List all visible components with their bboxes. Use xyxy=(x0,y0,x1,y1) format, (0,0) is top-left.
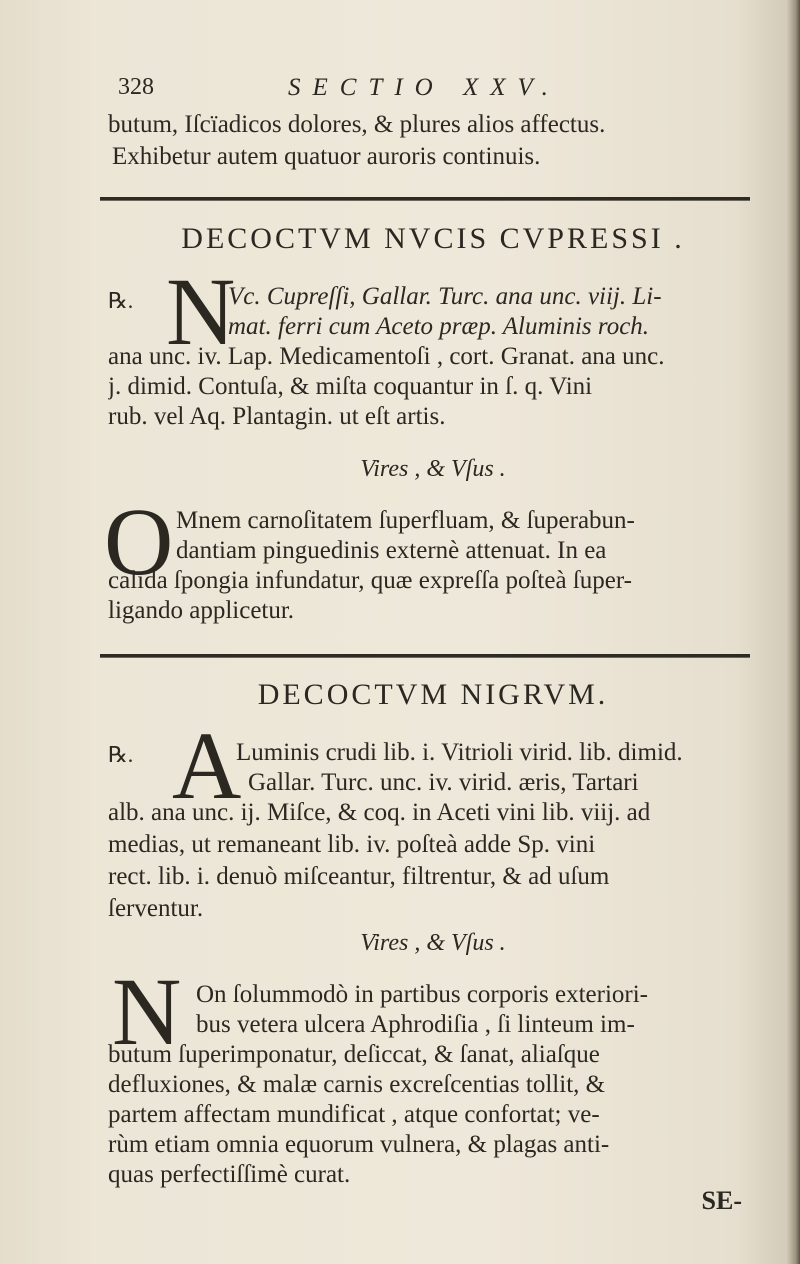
text-line: Mnem carnoſitatem ſuperfluam, & ſuperabun- xyxy=(176,507,635,534)
section-title: DECOCTVM NVCIS CVPRESSI . xyxy=(181,222,685,255)
text-line: rùm etiam omnia equorum vulnera, & plagas anti- xyxy=(108,1131,610,1158)
text-line: Exhibetur autem quatuor auroris continuis. xyxy=(112,143,541,170)
page-header xyxy=(118,74,758,108)
recipe-line: mat. ferri cum Aceto præp. Aluminis roch. xyxy=(228,313,650,340)
section-subhead: Vires , & Vſus . xyxy=(360,930,506,956)
page-gutter-shadow xyxy=(786,0,800,1264)
catchword: SE- xyxy=(701,1186,742,1215)
recipe-line: Luminis crudi lib. i. Vitrioli virid. lib. dimid. xyxy=(236,739,683,766)
recipe-line: alb. ana unc. ij. Miſce, & coq. in Aceti vini lib. viij. ad xyxy=(108,799,651,826)
drop-cap: A xyxy=(172,712,242,819)
section-subhead: Vires , & Vſus . xyxy=(360,456,506,482)
recipe-line: ana unc. iv. Lap. Medicamentoſi , cort. Granat. ana unc. xyxy=(108,343,665,370)
section-title: DECOCTVM NIGRVM. xyxy=(257,678,609,711)
recipe-line: Vc. Cupreſſi, Gallar. Turc. ana unc. viij. Li- xyxy=(228,283,662,310)
text-line: On ſolummodò in partibus corporis exteriori- xyxy=(196,981,649,1008)
text-line: ligando applicetur. xyxy=(108,597,295,624)
text-line: butum ſuperimponatur, deſiccat, & ſanat, aliaſque xyxy=(108,1041,600,1068)
text-line: calida ſpongia infundatur, quæ expreſſa poſteà ſuper- xyxy=(108,567,633,594)
text-line: butum, Iſcïadicos dolores, & plures alios affectus. xyxy=(108,111,606,138)
recipe-symbol: ℞. xyxy=(108,288,134,313)
text-line: quas perfectiſſimè curat. xyxy=(108,1161,351,1188)
text-line: defluxiones, & malæ carnis excreſcentias tollit, & xyxy=(108,1071,606,1098)
recipe-line: rect. lib. i. denuò miſceantur, filtrentur, & ad uſum xyxy=(108,863,610,890)
recipe-line: ſerventur. xyxy=(108,895,204,922)
section-rule xyxy=(100,654,750,658)
text-line: bus vetera ulcera Aphrodiſia , ſi linteum im- xyxy=(196,1011,635,1038)
recipe-line: j. dimid. Contuſa, & miſta coquantur in ſ. q. Vini xyxy=(108,373,593,400)
running-title: SECTIO XXV. xyxy=(288,74,560,101)
page-number: 328 xyxy=(118,74,154,100)
drop-cap: O xyxy=(104,488,174,595)
text-line: partem affectam mundificat , atque confortat; ve- xyxy=(108,1101,600,1128)
text-line: dantiam pinguedinis externè attenuat. In ea xyxy=(176,537,607,564)
drop-cap: N xyxy=(112,958,182,1065)
recipe-line: rub. vel Aq. Plantagin. ut eſt artis. xyxy=(108,403,446,430)
recipe-symbol: ℞. xyxy=(108,742,134,767)
recipe-line: medias, ut remaneant lib. iv. poſteà adde Sp. vini xyxy=(108,831,596,858)
drop-cap: N xyxy=(166,258,236,365)
recipe-line: Gallar. Turc. unc. iv. virid. æris, Tartari xyxy=(248,769,639,796)
section-rule xyxy=(100,197,750,201)
